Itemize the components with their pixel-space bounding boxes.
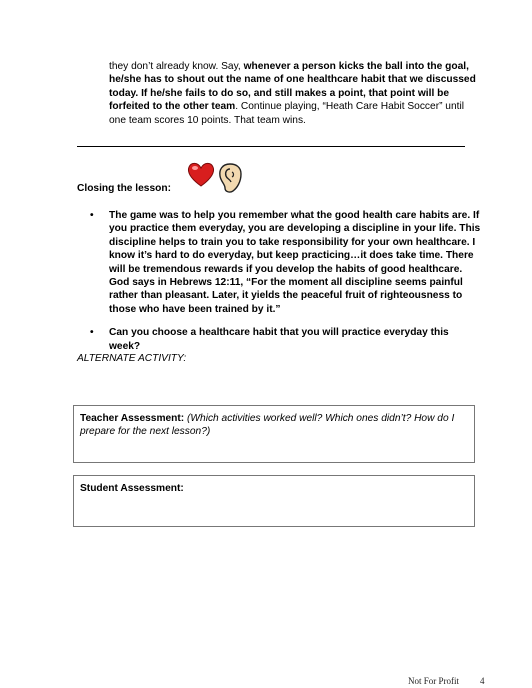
student-assessment-label: Student Assessment:	[80, 483, 184, 494]
ear-icon	[217, 162, 243, 194]
bullet-icon: •	[90, 210, 94, 221]
teacher-assessment-note: (Which activities worked well? Which ones didn’t? How do I prepare for the next lesson?)	[80, 413, 455, 438]
alternate-activity-heading: ALTERNATE ACTIVITY:	[77, 353, 187, 364]
intro-paragraph	[109, 60, 481, 127]
intro-text-start: they don’t already know. Say,	[109, 61, 244, 72]
closing-bullet-item	[90, 209, 482, 316]
bullet-text: The game was to help you remember what the good health care habits are. If you practice them everyday, you are developing a discipline in your life. This discipline helps to train you to take responsibility for your own healthcare. I know it’s hard to do everyday, but keep practicing…it does take time. There will be tremendous rewards if you develop the habits of good healthcare. God says in Hebrews 12:11, “For the moment all discipline seems painful rather than pleasant. Later, it yields the peaceful fruit of righteousness to those who have been trained by it.”	[109, 210, 481, 315]
closing-bullet-list	[90, 209, 482, 363]
heart-icon	[186, 160, 216, 188]
footer-text: Not For Profit	[408, 676, 460, 686]
closing-bullet-item	[90, 326, 482, 353]
page-number: 4	[480, 676, 485, 686]
bullet-icon: •	[90, 327, 94, 339]
intro-rule-text: whenever a person kicks the ball into the goal, he/she has to shout out the name of one healthcare habit that we discussed today. If he/she fails to do so, and still makes a point, that point will be forfeited to the other team	[109, 61, 476, 113]
bullet-text: Can you choose a healthcare habit that you will practice everyday this week?	[109, 327, 449, 352]
teacher-assessment-box	[73, 405, 475, 463]
closing-lesson-heading: Closing the lesson:	[77, 183, 171, 194]
horizontal-rule	[77, 146, 465, 147]
intro-text-end: . Continue playing, “Heath Care Habit Soccer” until one team scores 10 points. That team wins.	[109, 101, 465, 126]
teacher-assessment-label: Teacher Assessment:	[80, 413, 185, 424]
student-assessment-box	[73, 475, 475, 527]
